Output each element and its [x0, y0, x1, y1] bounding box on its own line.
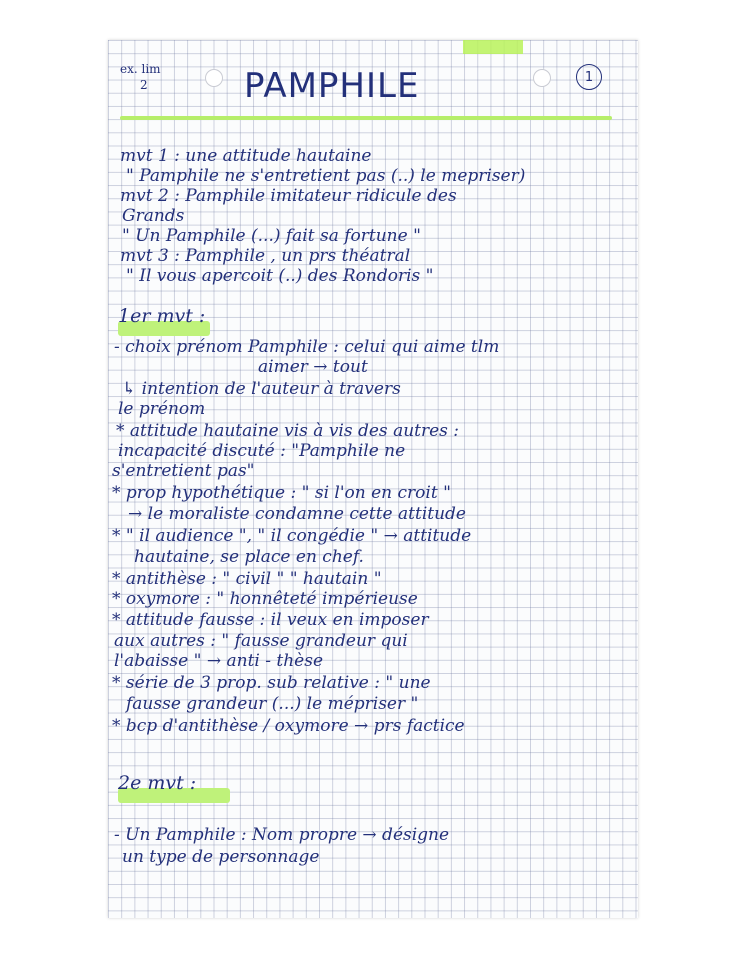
plan-line: mvt 2 : Pamphile imitateur ridicule des	[120, 186, 457, 206]
page-number-circle	[576, 64, 602, 90]
punch-hole-right	[533, 69, 551, 87]
section1-line: aimer → tout	[258, 357, 368, 377]
section2-line: un type de personnage	[122, 847, 320, 867]
exercise-number: 2	[140, 78, 148, 92]
plan-line: mvt 1 : une attitude hautaine	[120, 146, 372, 166]
page-title: PAMPHILE	[244, 66, 420, 106]
section1-line: * attitude fausse : il veux en imposer	[112, 610, 429, 630]
section1-line: * oxymore : " honnêteté impérieuse	[112, 589, 418, 609]
plan-line: " Il vous apercoit (..) des Rondoris "	[126, 266, 434, 286]
section1-line: fausse grandeur (...) le mépriser "	[126, 694, 419, 714]
plan-line: mvt 3 : Pamphile , un prs théatral	[120, 246, 411, 266]
notebook-card	[108, 40, 638, 918]
punch-hole-left	[205, 69, 223, 87]
plan-line: " Un Pamphile (...) fait sa fortune "	[122, 226, 421, 246]
section1-line: s'entretient pas"	[112, 461, 255, 481]
section2-line: - Un Pamphile : Nom propre → désigne	[114, 825, 450, 845]
section1-line: incapacité discuté : "Pamphile ne	[118, 441, 406, 461]
plan-line: " Pamphile ne s'entretient pas (..) le mepriser)	[126, 166, 526, 186]
section1-line: * prop hypothétique : " si l'on en croit "	[112, 483, 451, 503]
section1-line: → le moraliste condamne cette attitude	[128, 504, 466, 524]
section1-line: * attitude hautaine vis à vis des autres :	[116, 421, 460, 441]
section1-line: hautaine, se place en chef.	[134, 547, 364, 567]
section1-line: aux autres : " fausse grandeur qui	[114, 631, 408, 651]
section1-line: ↳ intention de l'auteur à travers	[122, 379, 401, 399]
page-number: 1	[584, 69, 594, 85]
section1-title: 1er mvt :	[118, 305, 206, 327]
exercise-label: ex. lim	[120, 62, 161, 76]
section1-line: * série de 3 prop. sub relative : " une	[112, 673, 431, 693]
green-tab-marker	[463, 40, 523, 54]
section1-line: * " il audience ", " il congédie " → attitude	[112, 526, 472, 546]
section1-line: l'abaisse " → anti - thèse	[114, 651, 324, 671]
section1-line: * antithèse : " civil " " hautain "	[112, 569, 382, 589]
section2-title: 2e mvt :	[118, 772, 197, 794]
title-underline-highlight	[120, 116, 612, 120]
section1-line: * bcp d'antithèse / oxymore → prs factice	[112, 716, 465, 736]
section1-line: - choix prénom Pamphile : celui qui aime tlm	[114, 337, 500, 357]
section1-line: le prénom	[118, 399, 206, 419]
plan-line: Grands	[122, 206, 185, 226]
